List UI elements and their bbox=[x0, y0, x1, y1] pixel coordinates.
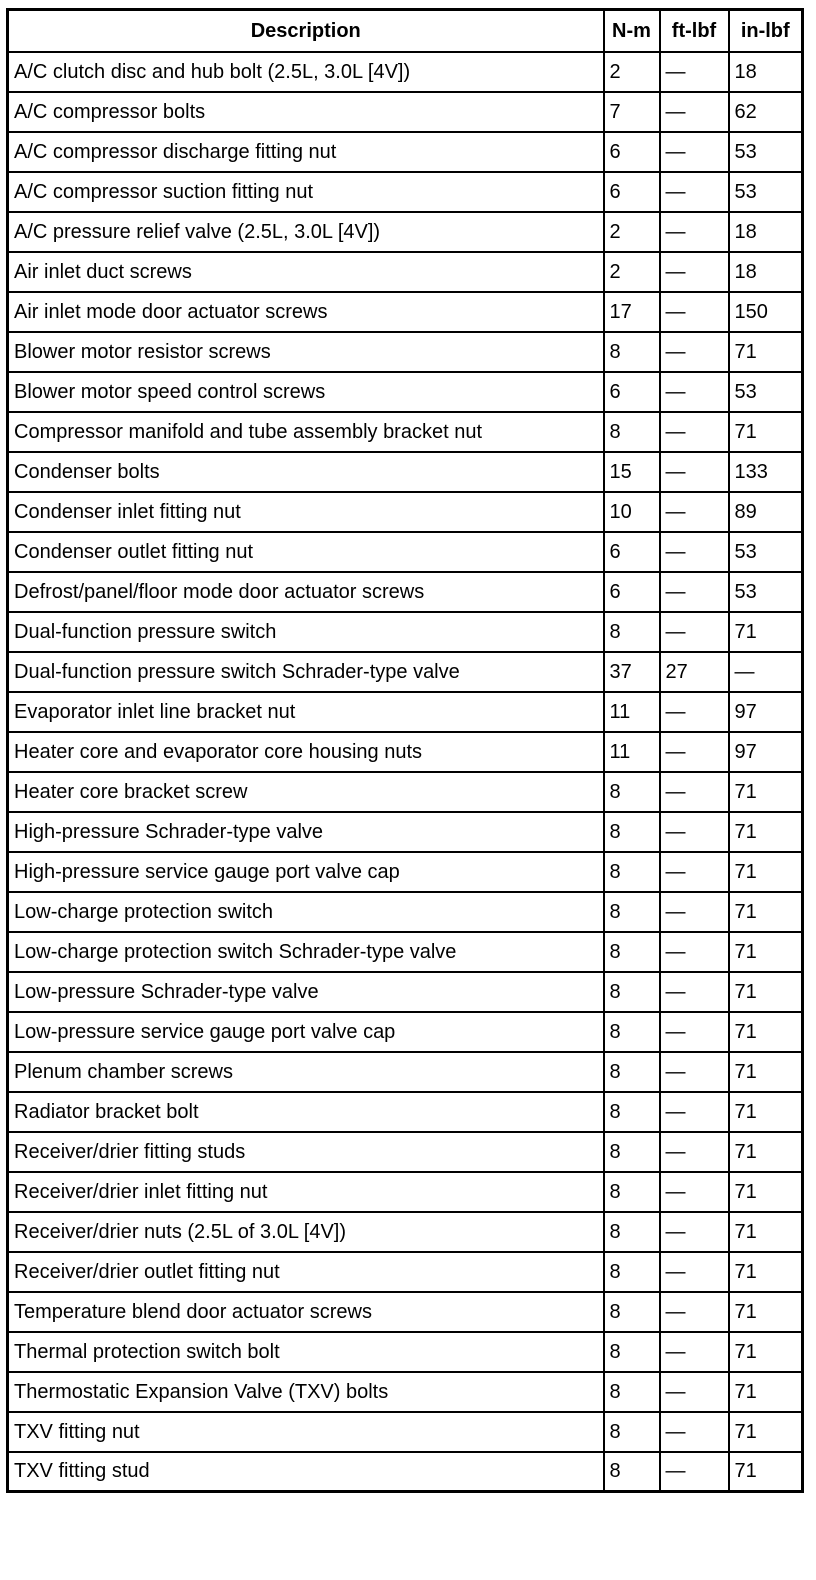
cell-nm: 8 bbox=[604, 1372, 660, 1412]
cell-nm: 8 bbox=[604, 1052, 660, 1092]
cell-description: Heater core and evaporator core housing nuts bbox=[8, 732, 604, 772]
cell-nm: 10 bbox=[604, 492, 660, 532]
cell-ftlbf: — bbox=[660, 1332, 729, 1372]
cell-ftlbf: — bbox=[660, 932, 729, 972]
cell-ftlbf: — bbox=[660, 1172, 729, 1212]
table-row bbox=[8, 372, 803, 412]
cell-description: A/C pressure relief valve (2.5L, 3.0L [4V]) bbox=[8, 212, 604, 252]
cell-inlbf: 71 bbox=[729, 1252, 803, 1292]
torque-specification-table bbox=[6, 8, 804, 1493]
cell-nm: 8 bbox=[604, 1412, 660, 1452]
cell-description: Receiver/drier nuts (2.5L of 3.0L [4V]) bbox=[8, 1212, 604, 1252]
table-row bbox=[8, 652, 803, 692]
column-header-inlbf: in-lbf bbox=[729, 10, 803, 52]
cell-description: Condenser bolts bbox=[8, 452, 604, 492]
cell-nm: 8 bbox=[604, 932, 660, 972]
cell-inlbf: 71 bbox=[729, 1092, 803, 1132]
cell-description: A/C compressor bolts bbox=[8, 92, 604, 132]
cell-description: Air inlet mode door actuator screws bbox=[8, 292, 604, 332]
table-row bbox=[8, 172, 803, 212]
table-row bbox=[8, 212, 803, 252]
table-row bbox=[8, 892, 803, 932]
table-row bbox=[8, 972, 803, 1012]
cell-nm: 8 bbox=[604, 1212, 660, 1252]
cell-inlbf: 71 bbox=[729, 412, 803, 452]
cell-inlbf: 18 bbox=[729, 252, 803, 292]
cell-description: Receiver/drier inlet fitting nut bbox=[8, 1172, 604, 1212]
table-row bbox=[8, 1052, 803, 1092]
cell-description: Thermostatic Expansion Valve (TXV) bolts bbox=[8, 1372, 604, 1412]
cell-inlbf: 71 bbox=[729, 1212, 803, 1252]
cell-ftlbf: — bbox=[660, 1292, 729, 1332]
cell-description: Air inlet duct screws bbox=[8, 252, 604, 292]
cell-inlbf: 53 bbox=[729, 172, 803, 212]
cell-inlbf: 71 bbox=[729, 1132, 803, 1172]
cell-inlbf: 71 bbox=[729, 892, 803, 932]
cell-ftlbf: — bbox=[660, 1012, 729, 1052]
table-row bbox=[8, 52, 803, 92]
cell-inlbf: — bbox=[729, 652, 803, 692]
cell-nm: 8 bbox=[604, 1292, 660, 1332]
cell-ftlbf: — bbox=[660, 1452, 729, 1492]
cell-inlbf: 71 bbox=[729, 332, 803, 372]
cell-description: A/C compressor suction fitting nut bbox=[8, 172, 604, 212]
cell-inlbf: 97 bbox=[729, 692, 803, 732]
cell-nm: 8 bbox=[604, 1012, 660, 1052]
cell-inlbf: 71 bbox=[729, 1332, 803, 1372]
cell-inlbf: 71 bbox=[729, 1452, 803, 1492]
cell-inlbf: 71 bbox=[729, 1052, 803, 1092]
table-row bbox=[8, 932, 803, 972]
cell-ftlbf: — bbox=[660, 1212, 729, 1252]
table-row bbox=[8, 812, 803, 852]
cell-description: TXV fitting stud bbox=[8, 1452, 604, 1492]
cell-nm: 15 bbox=[604, 452, 660, 492]
cell-ftlbf: — bbox=[660, 1412, 729, 1452]
cell-nm: 8 bbox=[604, 1452, 660, 1492]
table-row bbox=[8, 1292, 803, 1332]
cell-ftlbf: — bbox=[660, 812, 729, 852]
table-row bbox=[8, 1172, 803, 1212]
cell-ftlbf: — bbox=[660, 612, 729, 652]
cell-inlbf: 71 bbox=[729, 972, 803, 1012]
cell-nm: 6 bbox=[604, 132, 660, 172]
table-row bbox=[8, 852, 803, 892]
cell-inlbf: 18 bbox=[729, 52, 803, 92]
cell-inlbf: 71 bbox=[729, 1372, 803, 1412]
cell-nm: 17 bbox=[604, 292, 660, 332]
cell-ftlbf: 27 bbox=[660, 652, 729, 692]
table-row bbox=[8, 1452, 803, 1492]
column-header-nm: N-m bbox=[604, 10, 660, 52]
cell-nm: 2 bbox=[604, 212, 660, 252]
table-row bbox=[8, 332, 803, 372]
cell-ftlbf: — bbox=[660, 532, 729, 572]
cell-nm: 8 bbox=[604, 772, 660, 812]
cell-nm: 6 bbox=[604, 372, 660, 412]
cell-nm: 2 bbox=[604, 252, 660, 292]
cell-inlbf: 71 bbox=[729, 1412, 803, 1452]
cell-description: Temperature blend door actuator screws bbox=[8, 1292, 604, 1332]
cell-ftlbf: — bbox=[660, 1252, 729, 1292]
cell-description: A/C compressor discharge fitting nut bbox=[8, 132, 604, 172]
table-row bbox=[8, 1012, 803, 1052]
cell-inlbf: 133 bbox=[729, 452, 803, 492]
cell-description: Low-pressure service gauge port valve cap bbox=[8, 1012, 604, 1052]
cell-description: Heater core bracket screw bbox=[8, 772, 604, 812]
cell-ftlbf: — bbox=[660, 52, 729, 92]
cell-description: High-pressure Schrader-type valve bbox=[8, 812, 604, 852]
cell-ftlbf: — bbox=[660, 372, 729, 412]
cell-nm: 6 bbox=[604, 172, 660, 212]
table-row bbox=[8, 532, 803, 572]
cell-nm: 8 bbox=[604, 892, 660, 932]
cell-ftlbf: — bbox=[660, 452, 729, 492]
cell-inlbf: 71 bbox=[729, 932, 803, 972]
table-row bbox=[8, 1372, 803, 1412]
cell-nm: 8 bbox=[604, 1132, 660, 1172]
table-row bbox=[8, 572, 803, 612]
cell-ftlbf: — bbox=[660, 772, 729, 812]
cell-inlbf: 71 bbox=[729, 1012, 803, 1052]
table-row bbox=[8, 412, 803, 452]
table-row bbox=[8, 1332, 803, 1372]
cell-ftlbf: — bbox=[660, 292, 729, 332]
cell-ftlbf: — bbox=[660, 132, 729, 172]
cell-nm: 11 bbox=[604, 692, 660, 732]
table-row bbox=[8, 1212, 803, 1252]
cell-ftlbf: — bbox=[660, 852, 729, 892]
cell-ftlbf: — bbox=[660, 172, 729, 212]
cell-nm: 8 bbox=[604, 1172, 660, 1212]
cell-description: Low-charge protection switch Schrader-type valve bbox=[8, 932, 604, 972]
cell-description: A/C clutch disc and hub bolt (2.5L, 3.0L [4V]) bbox=[8, 52, 604, 92]
table-row bbox=[8, 612, 803, 652]
cell-inlbf: 53 bbox=[729, 132, 803, 172]
cell-description: Plenum chamber screws bbox=[8, 1052, 604, 1092]
cell-nm: 8 bbox=[604, 1092, 660, 1132]
cell-description: High-pressure service gauge port valve cap bbox=[8, 852, 604, 892]
cell-ftlbf: — bbox=[660, 1132, 729, 1172]
table-body bbox=[8, 52, 803, 1492]
cell-ftlbf: — bbox=[660, 1052, 729, 1092]
column-header-ftlbf: ft-lbf bbox=[660, 10, 729, 52]
cell-ftlbf: — bbox=[660, 412, 729, 452]
table-row bbox=[8, 292, 803, 332]
table-row bbox=[8, 1252, 803, 1292]
table-row bbox=[8, 772, 803, 812]
cell-description: Low-charge protection switch bbox=[8, 892, 604, 932]
cell-inlbf: 71 bbox=[729, 1172, 803, 1212]
cell-inlbf: 71 bbox=[729, 772, 803, 812]
cell-nm: 8 bbox=[604, 812, 660, 852]
cell-nm: 8 bbox=[604, 612, 660, 652]
cell-description: Compressor manifold and tube assembly bracket nut bbox=[8, 412, 604, 452]
cell-description: Receiver/drier fitting studs bbox=[8, 1132, 604, 1172]
cell-description: Blower motor speed control screws bbox=[8, 372, 604, 412]
cell-ftlbf: — bbox=[660, 492, 729, 532]
table-row bbox=[8, 492, 803, 532]
cell-inlbf: 150 bbox=[729, 292, 803, 332]
cell-ftlbf: — bbox=[660, 692, 729, 732]
cell-description: Thermal protection switch bolt bbox=[8, 1332, 604, 1372]
cell-inlbf: 97 bbox=[729, 732, 803, 772]
cell-description: Defrost/panel/floor mode door actuator screws bbox=[8, 572, 604, 612]
cell-description: Receiver/drier outlet fitting nut bbox=[8, 1252, 604, 1292]
cell-description: Condenser outlet fitting nut bbox=[8, 532, 604, 572]
cell-ftlbf: — bbox=[660, 892, 729, 932]
cell-ftlbf: — bbox=[660, 972, 729, 1012]
cell-ftlbf: — bbox=[660, 572, 729, 612]
table-row bbox=[8, 1092, 803, 1132]
table-row bbox=[8, 252, 803, 292]
cell-description: Blower motor resistor screws bbox=[8, 332, 604, 372]
cell-nm: 8 bbox=[604, 852, 660, 892]
table-row bbox=[8, 732, 803, 772]
cell-nm: 6 bbox=[604, 532, 660, 572]
cell-nm: 6 bbox=[604, 572, 660, 612]
cell-nm: 2 bbox=[604, 52, 660, 92]
cell-nm: 8 bbox=[604, 412, 660, 452]
cell-ftlbf: — bbox=[660, 252, 729, 292]
cell-description: Low-pressure Schrader-type valve bbox=[8, 972, 604, 1012]
cell-ftlbf: — bbox=[660, 212, 729, 252]
cell-inlbf: 71 bbox=[729, 1292, 803, 1332]
table-row bbox=[8, 1412, 803, 1452]
cell-inlbf: 71 bbox=[729, 852, 803, 892]
table-header-row bbox=[8, 10, 803, 52]
cell-nm: 8 bbox=[604, 1332, 660, 1372]
cell-description: Radiator bracket bolt bbox=[8, 1092, 604, 1132]
cell-nm: 7 bbox=[604, 92, 660, 132]
column-header-description: Description bbox=[8, 10, 604, 52]
cell-nm: 8 bbox=[604, 332, 660, 372]
cell-description: Condenser inlet fitting nut bbox=[8, 492, 604, 532]
cell-nm: 8 bbox=[604, 1252, 660, 1292]
cell-ftlbf: — bbox=[660, 92, 729, 132]
cell-description: Evaporator inlet line bracket nut bbox=[8, 692, 604, 732]
cell-inlbf: 53 bbox=[729, 572, 803, 612]
table-row bbox=[8, 692, 803, 732]
table-row bbox=[8, 92, 803, 132]
table-row bbox=[8, 1132, 803, 1172]
torque-spec-sheet bbox=[6, 8, 804, 1493]
cell-ftlbf: — bbox=[660, 1372, 729, 1412]
cell-inlbf: 71 bbox=[729, 812, 803, 852]
cell-nm: 37 bbox=[604, 652, 660, 692]
cell-ftlbf: — bbox=[660, 332, 729, 372]
cell-inlbf: 71 bbox=[729, 612, 803, 652]
cell-description: Dual-function pressure switch bbox=[8, 612, 604, 652]
cell-inlbf: 53 bbox=[729, 372, 803, 412]
cell-ftlbf: — bbox=[660, 732, 729, 772]
cell-ftlbf: — bbox=[660, 1092, 729, 1132]
cell-inlbf: 53 bbox=[729, 532, 803, 572]
cell-description: TXV fitting nut bbox=[8, 1412, 604, 1452]
cell-inlbf: 89 bbox=[729, 492, 803, 532]
cell-nm: 8 bbox=[604, 972, 660, 1012]
table-row bbox=[8, 452, 803, 492]
cell-inlbf: 18 bbox=[729, 212, 803, 252]
cell-inlbf: 62 bbox=[729, 92, 803, 132]
cell-description: Dual-function pressure switch Schrader-type valve bbox=[8, 652, 604, 692]
table-row bbox=[8, 132, 803, 172]
cell-nm: 11 bbox=[604, 732, 660, 772]
